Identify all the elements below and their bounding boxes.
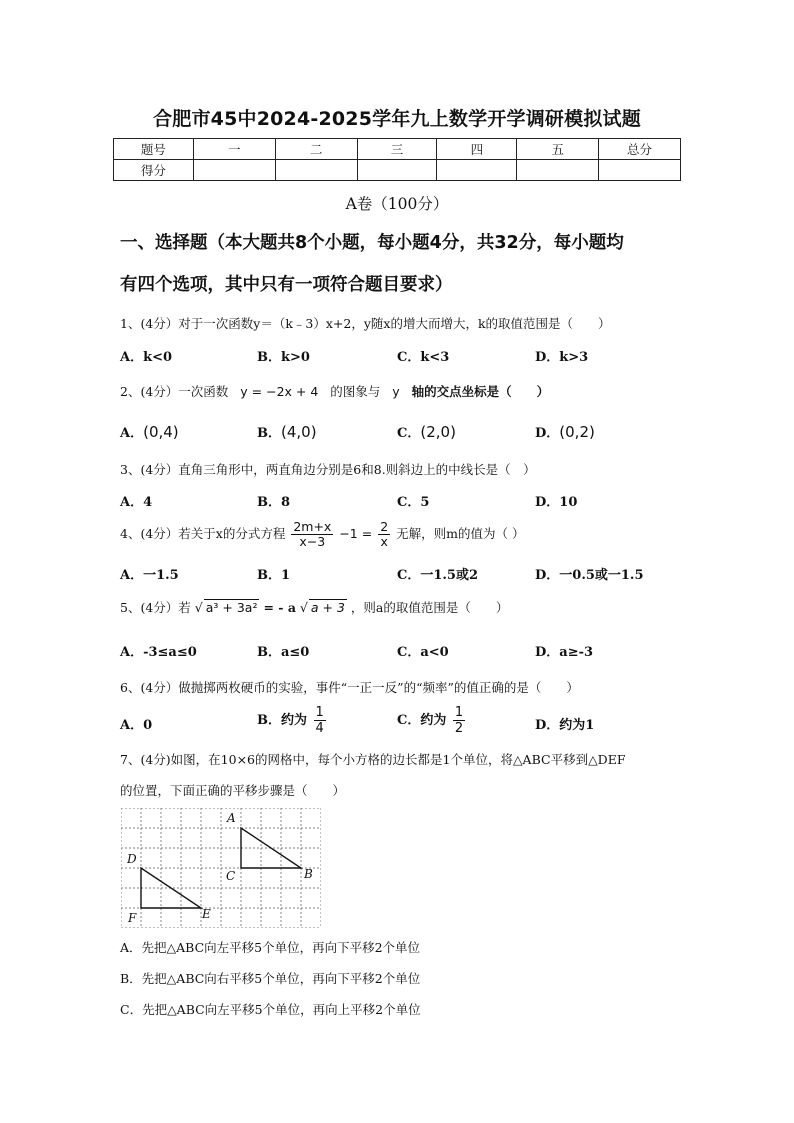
question-5-option-d: D．a≥-3 — [535, 645, 594, 660]
option-prefix: B．约为 — [257, 713, 307, 728]
question-2-option-a — [120, 422, 179, 441]
part1-heading-line2: 有四个选项，其中只有一项符合题目要求） — [120, 275, 453, 295]
question-5-radicand-1: a³ + 3a² — [205, 600, 258, 615]
question-6-fraction-b — [314, 706, 326, 735]
sqrt-icon: √ — [194, 600, 203, 615]
question-1-option-d: D．k>3 — [535, 350, 589, 365]
option-value: (2,0) — [420, 423, 456, 441]
question-2-stem — [120, 382, 549, 400]
question-5-option-c: C．a<0 — [397, 645, 449, 660]
question-5-option-b: B．a≤0 — [257, 645, 310, 660]
question-4-option-c: C．一1.5或2 — [397, 568, 479, 583]
score-cell-empty — [517, 160, 599, 181]
question-5-equals: = - a — [263, 600, 296, 615]
fraction-numerator: 1 — [315, 705, 324, 720]
score-cell: 四 — [437, 139, 517, 160]
question-7-grid-figure — [121, 808, 321, 928]
section-a-heading: A卷（100分） — [345, 195, 449, 213]
question-1-option-c: C．k<3 — [397, 350, 450, 365]
score-cell-empty — [437, 160, 517, 181]
sqrt-icon: √ — [299, 600, 308, 615]
option-label: B． — [257, 426, 281, 441]
question-4-minus-one: −1 = — [339, 526, 373, 541]
fraction-denominator: 2 — [454, 721, 464, 736]
question-3-option-d: D．10 — [535, 495, 578, 510]
question-3-option-a: A．4 — [120, 495, 153, 510]
question-2-suffix: 轴的交点坐标是（ ） — [411, 384, 550, 399]
question-1-option-b: B．k>0 — [257, 350, 310, 365]
score-cell: 一 — [193, 139, 275, 160]
question-2-option-b — [257, 422, 317, 441]
score-cell-empty — [599, 160, 681, 181]
question-2-option-c — [397, 422, 456, 441]
option-prefix: C．约为 — [397, 713, 447, 728]
label-c: C — [226, 869, 236, 883]
fraction-numerator: 1 — [454, 705, 464, 720]
label-a: A — [227, 811, 236, 825]
question-2-prefix: 2、(4分）一次函数 — [120, 384, 229, 399]
grid-svg — [121, 808, 321, 928]
question-4-suffix: 无解，则m的值为（ ） — [396, 526, 525, 541]
question-2-mid: 的图象与 — [330, 384, 381, 399]
question-4-stem — [120, 514, 524, 554]
question-6-option-c — [397, 704, 467, 738]
question-2-var: y — [392, 384, 400, 399]
score-table-score-row — [114, 160, 681, 181]
score-cell: 二 — [275, 139, 357, 160]
question-5-radicand-2: a + 3 — [310, 600, 345, 615]
label-d: D — [127, 852, 137, 866]
option-label: C． — [397, 426, 421, 441]
question-4-fraction-1 — [291, 518, 333, 549]
question-5-option-a: A．-3≤a≤0 — [120, 645, 197, 660]
score-cell: 三 — [357, 139, 437, 160]
question-6-stem: 6、(4分）做抛掷两枚硬币的实验，事件“一正一反”的“频率”的值正确的是（ ） — [120, 680, 579, 695]
question-6-fraction-c — [453, 706, 465, 735]
score-table — [113, 138, 681, 181]
exam-title: 合肥市45中2024-2025学年九上数学开学调研模拟试题 — [153, 108, 641, 130]
score-cell: 题号 — [114, 139, 194, 160]
score-cell: 五 — [517, 139, 599, 160]
question-4-fraction-2 — [378, 518, 390, 549]
question-3-option-c: C．5 — [397, 495, 430, 510]
score-cell: 得分 — [114, 160, 194, 181]
question-1-stem: 1、(4分）对于一次函数y＝（k﹣3）x+2，y随x的增大而增大，k的取值范围是（ ） — [120, 316, 611, 331]
question-4-option-b: B．1 — [257, 568, 291, 583]
fraction-numerator: 2 — [380, 518, 389, 534]
score-table-header-row — [114, 139, 681, 160]
fraction-denominator: x−3 — [299, 534, 326, 549]
fraction-numerator: 2m+x — [293, 518, 332, 534]
score-cell-empty — [275, 160, 357, 181]
question-3-option-b: B．8 — [257, 495, 291, 510]
question-5-prefix: 5、(4分）若 — [120, 600, 191, 615]
question-7-option-a: A．先把△ABC向左平移5个单位，再向下平移2个单位 — [120, 940, 421, 955]
option-value: (0,2) — [559, 423, 595, 441]
question-4-option-d: D．一0.5或一1.5 — [535, 568, 644, 583]
question-7-option-c: C．先把△ABC向左平移5个单位，再向上平移2个单位 — [120, 1002, 421, 1017]
part1-heading-line1: 一、选择题（本大题共8个小题，每小题4分，共32分，每小题均 — [120, 233, 624, 253]
question-3-stem: 3、(4分）直角三角形中，两直角边分别是6和8.则斜边上的中线长是（ ） — [120, 462, 536, 477]
question-6-option-a: A．0 — [120, 718, 153, 733]
label-f: F — [128, 911, 137, 925]
question-5-stem — [120, 598, 508, 616]
question-2-option-d — [535, 422, 595, 441]
score-cell-empty — [357, 160, 437, 181]
score-cell-empty — [193, 160, 275, 181]
question-1-option-a: A．k<0 — [120, 350, 173, 365]
question-4-prefix: 4、(4分）若关于x的分式方程 — [120, 526, 286, 541]
label-e: E — [202, 907, 211, 921]
question-7-stem-line1: 7、(4分)如图，在10×6的网格中，每个小方格的边长都是1个单位，将△ABC平移到△DEF — [120, 752, 626, 767]
question-7-option-b: B．先把△ABC向右平移5个单位，再向下平移2个单位 — [120, 971, 421, 986]
fraction-denominator: 4 — [315, 721, 324, 736]
option-value: (4,0) — [281, 423, 317, 441]
score-cell: 总分 — [599, 139, 681, 160]
question-7-stem-line2: 的位置，下面正确的平移步骤是（ ） — [120, 783, 346, 798]
fraction-denominator: x — [380, 534, 388, 549]
label-b: B — [304, 867, 313, 881]
question-2-formula: y = −2x + 4 — [240, 384, 319, 399]
option-label: D． — [535, 426, 560, 441]
option-label: A． — [120, 426, 144, 441]
question-6-option-b — [257, 704, 328, 738]
question-6-option-d: D．约为1 — [535, 718, 595, 733]
question-5-suffix: ，则a的取值范围是（ ） — [350, 600, 509, 615]
question-4-option-a: A．一1.5 — [120, 568, 179, 583]
option-value: (0,4) — [143, 423, 179, 441]
